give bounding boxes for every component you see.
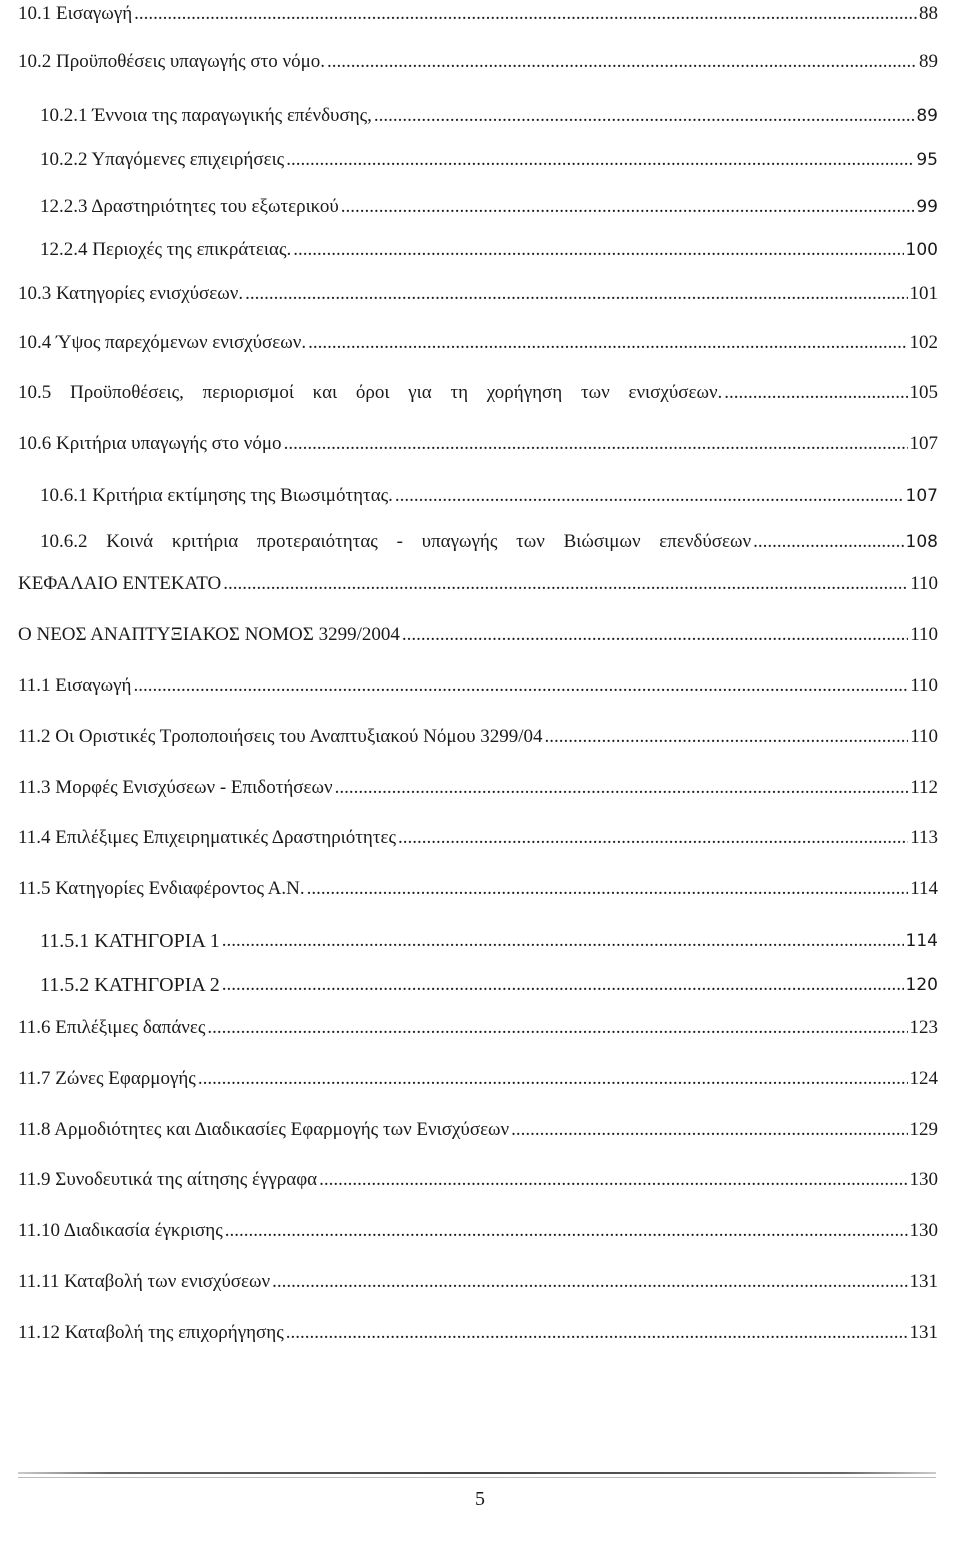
- toc-entry-10-2[interactable]: [18, 50, 938, 74]
- toc-entry-page: 107: [909, 433, 938, 454]
- toc-entry-10-6[interactable]: [18, 432, 938, 456]
- toc-entry-page: 88: [919, 3, 938, 24]
- toc-entry-title: 11.5.1 ΚΑΤΗΓΟΡΙΑ 1: [40, 930, 220, 952]
- toc-entry-title: 11.6 Επιλέξιμες δαπάνες: [18, 1017, 206, 1038]
- toc-entry-title: 10.3 Κατηγορίες ενισχύσεων.: [18, 283, 244, 304]
- toc-entry-10-1[interactable]: [18, 2, 938, 26]
- toc-entry-title: 10.1 Εισαγωγή: [18, 3, 133, 24]
- leader-dots: [374, 104, 914, 128]
- toc-entry-title: 10.5 Προϋποθέσεις, περιορισμοί και όροι για τη χορήγηση των ενισχύσεων.: [18, 382, 723, 403]
- toc-entry-title: 11.10 Διαδικασία έγκρισης: [18, 1220, 223, 1241]
- toc-entry-11-8[interactable]: [18, 1118, 938, 1142]
- toc-entry-page: 110: [910, 624, 938, 645]
- toc-entry-10-5[interactable]: [18, 381, 938, 405]
- toc-entry-title: 10.4 Ύψος παρεχόμενων ενισχύσεων.: [18, 332, 307, 353]
- leader-dots: [286, 148, 914, 172]
- toc-entry-page: 131: [909, 1322, 938, 1343]
- toc-entry-new-law[interactable]: [18, 623, 938, 647]
- toc-entry-page: 100: [905, 240, 938, 260]
- leader-dots: [198, 1067, 908, 1091]
- leader-dots: [341, 195, 915, 219]
- leader-dots: [272, 1270, 907, 1294]
- leader-dots: [545, 725, 909, 749]
- toc-entry-page: 89: [919, 51, 938, 72]
- toc-entry-page: 99: [916, 197, 938, 217]
- toc-entry-11-1[interactable]: [18, 674, 938, 698]
- toc-entry-page: 110: [910, 573, 938, 594]
- toc-entry-page: 130: [909, 1220, 938, 1241]
- toc-entry-page: 112: [910, 777, 938, 798]
- leader-dots: [284, 432, 908, 456]
- toc-entry-10-2-1[interactable]: [40, 104, 938, 128]
- toc-entry-title: 10.2.2 Υπαγόμενες επιχειρήσεις: [40, 149, 285, 170]
- toc-entry-title: 10.6.1 Κριτήρια εκτίμησης της Βιωσιμότητας.: [40, 485, 393, 506]
- page-number: 5: [475, 1488, 485, 1510]
- toc-entry-page: 101: [909, 283, 938, 304]
- toc-entry-page: 120: [905, 975, 938, 995]
- toc-entry-11-4[interactable]: [18, 826, 938, 850]
- leader-dots: [133, 674, 908, 698]
- toc-entry-11-9[interactable]: [18, 1168, 938, 1192]
- leader-dots: [308, 331, 907, 355]
- leader-dots: [511, 1118, 907, 1142]
- toc-entry-title: 12.2.4 Περιοχές της επικράτειας.: [40, 239, 292, 260]
- leader-dots: [307, 877, 909, 901]
- leader-dots: [398, 826, 908, 850]
- toc-entry-title: 10.6.2 Κοινά κριτήρια προτεραιότητας - υπαγωγής των Βιώσιμων επενδύσεων: [40, 531, 752, 552]
- leader-dots: [327, 50, 917, 74]
- leader-dots: [402, 623, 908, 647]
- leader-dots: [753, 530, 903, 554]
- toc-entry-title: 11.12 Καταβολή της επιχορήγησης: [18, 1322, 284, 1343]
- leader-dots: [245, 282, 907, 306]
- toc-entry-10-4[interactable]: [18, 331, 938, 355]
- toc-entry-12-2-4[interactable]: [40, 238, 938, 262]
- toc-entry-page: 123: [909, 1017, 938, 1038]
- toc-entry-title: 11.9 Συνοδευτικά της αίτησης έγγραφα: [18, 1169, 318, 1190]
- toc-entry-page: 95: [916, 150, 938, 170]
- toc-entry-title: Ο ΝΕΟΣ ΑΝΑΠΤΥΞΙΑΚΟΣ ΝΟΜΟΣ 3299/2004: [18, 624, 400, 645]
- toc-entry-title: 11.7 Ζώνες Εφαρμογής: [18, 1068, 196, 1089]
- leader-dots: [395, 484, 904, 508]
- leader-dots: [134, 2, 917, 26]
- toc-entry-10-2-2[interactable]: [40, 148, 938, 172]
- toc-entry-11-11[interactable]: [18, 1270, 938, 1294]
- toc-entry-title: 11.11 Καταβολή των ενισχύσεων: [18, 1271, 271, 1292]
- toc-entry-10-6-2[interactable]: [40, 530, 938, 554]
- toc-entry-title: 12.2.3 Δραστηριότητες του εξωτερικού: [40, 196, 339, 217]
- toc-entry-chapter-11[interactable]: [18, 572, 938, 596]
- toc-entry-page: 114: [905, 931, 938, 951]
- leader-dots: [335, 776, 909, 800]
- toc-entry-11-6[interactable]: [18, 1016, 938, 1040]
- leader-dots: [319, 1168, 907, 1192]
- toc-entry-title: 10.6 Κριτήρια υπαγωγής στο νόμο: [18, 433, 282, 454]
- leader-dots: [207, 1016, 907, 1040]
- toc-entry-page: 113: [910, 827, 938, 848]
- leader-dots: [222, 973, 904, 997]
- toc-entry-title: 11.8 Αρμοδιότητες και Διαδικασίες Εφαρμογής των Ενισχύσεων: [18, 1119, 510, 1140]
- footer-divider-thin: [18, 1477, 936, 1478]
- footer-divider: [18, 1472, 936, 1474]
- toc-entry-title: 11.5.2 ΚΑΤΗΓΟΡΙΑ 2: [40, 974, 220, 996]
- toc-entry-page: 105: [909, 382, 938, 403]
- toc-entry-title: 11.3 Μορφές Ενισχύσεων - Επιδοτήσεων: [18, 777, 333, 798]
- leader-dots: [223, 572, 908, 596]
- toc-entry-10-3[interactable]: [18, 282, 938, 306]
- toc-entry-11-5-1[interactable]: [40, 929, 938, 953]
- toc-entry-title: 11.5 Κατηγορίες Ενδιαφέροντος Α.Ν.: [18, 878, 305, 899]
- toc-entry-page: 129: [909, 1119, 938, 1140]
- toc-entry-page: 107: [905, 486, 938, 506]
- toc-entry-11-7[interactable]: [18, 1067, 938, 1091]
- toc-entry-title: 11.4 Επιλέξιμες Επιχειρηματικές Δραστηριότητες: [18, 827, 397, 848]
- leader-dots: [293, 238, 903, 262]
- toc-entry-page: 102: [909, 332, 938, 353]
- toc-entry-title: ΚΕΦΑΛΑΙΟ ΕΝΤΕΚΑΤΟ: [18, 573, 222, 594]
- toc-entry-page: 124: [909, 1068, 938, 1089]
- leader-dots: [724, 381, 907, 405]
- toc-entry-11-2[interactable]: [18, 725, 938, 749]
- toc-entry-12-2-3[interactable]: [40, 195, 938, 219]
- toc-entry-page: 114: [910, 878, 938, 899]
- leader-dots: [222, 929, 904, 953]
- toc-entry-title: 10.2 Προϋποθέσεις υπαγωγής στο νόμο.: [18, 51, 326, 72]
- leader-dots: [225, 1219, 908, 1243]
- toc-entry-11-5[interactable]: [18, 877, 938, 901]
- toc-entry-page: 130: [909, 1169, 938, 1190]
- toc-entry-page: 108: [905, 532, 938, 552]
- toc-entry-title: 11.2 Οι Οριστικές Τροποποιήσεις του Αναπτυξιακού Νόμου 3299/04: [18, 726, 543, 747]
- toc-entry-page: 110: [910, 675, 938, 696]
- toc-entry-11-3[interactable]: [18, 776, 938, 800]
- toc-entry-page: 131: [909, 1271, 938, 1292]
- toc-entry-title: 10.2.1 Έννοια της παραγωγικής επένδυσης,: [40, 105, 372, 126]
- toc-entry-11-12[interactable]: [18, 1321, 938, 1345]
- leader-dots: [286, 1321, 908, 1345]
- toc-entry-11-10[interactable]: [18, 1219, 938, 1243]
- toc-entry-10-6-1[interactable]: [40, 484, 938, 508]
- toc-entry-page: 110: [910, 726, 938, 747]
- toc-entry-11-5-2[interactable]: [40, 973, 938, 997]
- toc-entry-title: 11.1 Εισαγωγή: [18, 675, 132, 696]
- toc-entry-page: 89: [916, 106, 938, 126]
